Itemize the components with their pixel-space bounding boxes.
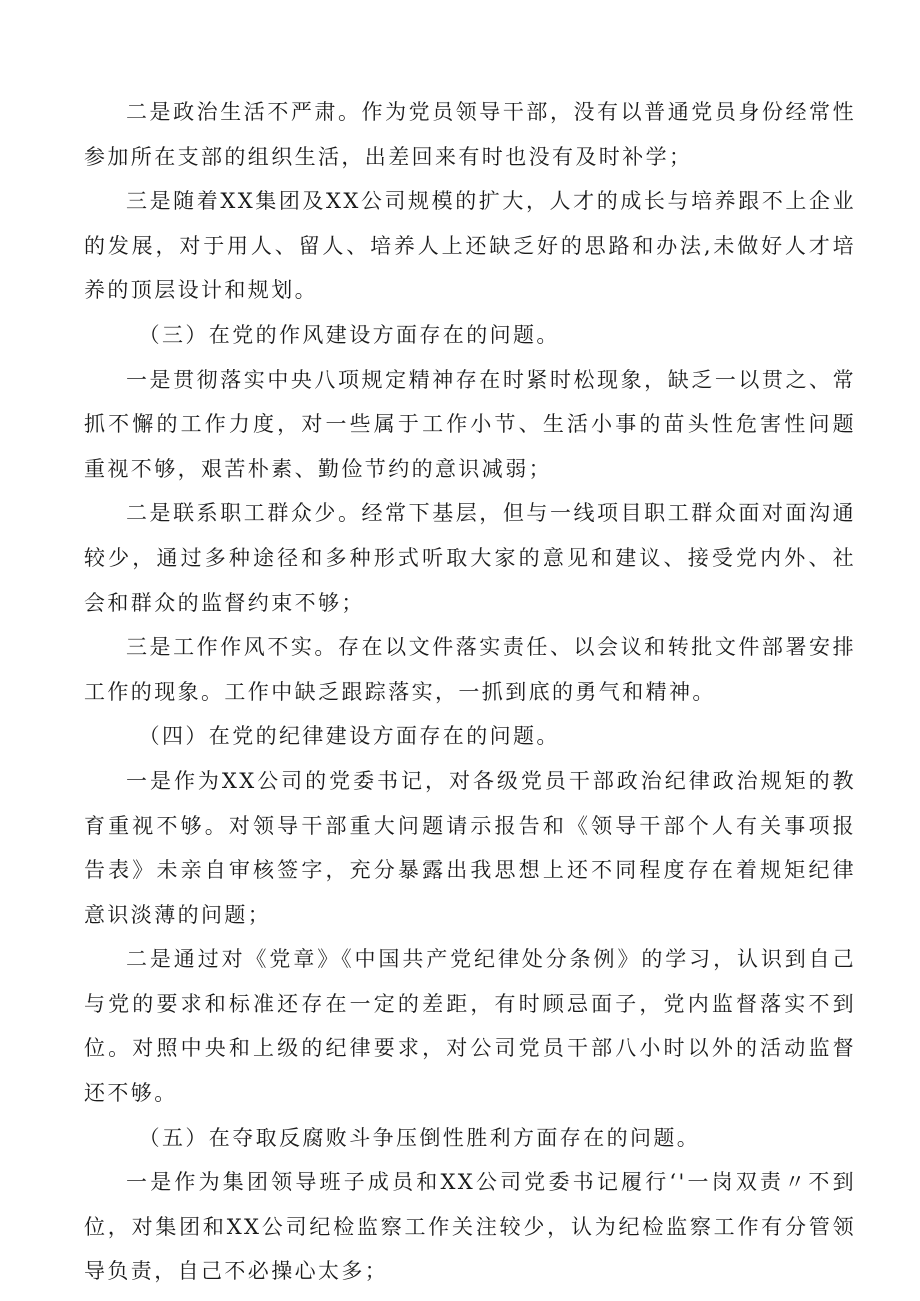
paragraph-eight-regulations: 一是贯彻落实中央八项规定精神存在时紧时松现象，缺乏一以贯之、常抓不懈的工作力度，对一些属于工作小节、生活小事的苗头性危害性问题重视不够，艰苦朴素、勤俭节约的意识减弱； bbox=[84, 367, 856, 481]
section-heading-work-style: （三）在党的作风建设方面存在的问题。 bbox=[138, 322, 560, 347]
section-heading-anti-corruption: （五）在夺取反腐败斗争压倒性胜利方面存在的问题。 bbox=[138, 1125, 701, 1150]
paragraph-talent-cultivation: 三是随着XX集团及XX公司规模的扩大，人才的成长与培养跟不上企业的发展，对于用人、留人、培养人上还缺乏好的思路和办法,未做好人才培养的顶层设计和规划。 bbox=[84, 189, 856, 303]
paragraph-political-life: 二是政治生活不严肃。作为党员领导干部，没有以普通党员身份经常性参加所在支部的组织生活，出差回来有时也没有及时补学； bbox=[84, 100, 856, 169]
paragraph-work-style-not-solid: 三是工作作风不实。存在以文件落实责任、以会议和转批文件部署安排工作的现象。工作中缺乏跟踪落实，一抓到底的勇气和精神。 bbox=[84, 635, 856, 704]
document-body bbox=[84, 90, 856, 1294]
paragraph-party-constitution-study: 二是通过对《党章》《中国共产党纪律处分条例》的学习，认识到自己与党的要求和标准还存在一定的差距，有时顾忌面子，党内监督落实不到位。对照中央和上级的纪律要求，对公司党员干部八小时以外的活动监督还不够。 bbox=[84, 947, 856, 1106]
section-heading-discipline: （四）在党的纪律建设方面存在的问题。 bbox=[138, 724, 560, 749]
paragraph-one-post-two-duties: 一是作为集团领导班子成员和XX公司党委书记履行‘'一岗双责〃不到位，对集团和XX公司纪检监察工作关注较少，认为纪检监察工作有分管领导负责，自己不必操心太多； bbox=[84, 1170, 856, 1284]
paragraph-party-secretary-education: 一是作为XX公司的党委书记，对各级党员干部政治纪律政治规矩的教育重视不够。对领导干部重大问题请示报告和《领导干部个人有关事项报告表》未亲自审核签字，充分暴露出我思想上还不同程度存在着规矩纪律意识淡薄的问题； bbox=[84, 768, 856, 927]
paragraph-contact-staff: 二是联系职工群众少。经常下基层，但与一线项目职工群众面对面沟通较少，通过多种途径和多种形式听取大家的意见和建议、接受党内外、社会和群众的监督约束不够； bbox=[84, 501, 856, 615]
